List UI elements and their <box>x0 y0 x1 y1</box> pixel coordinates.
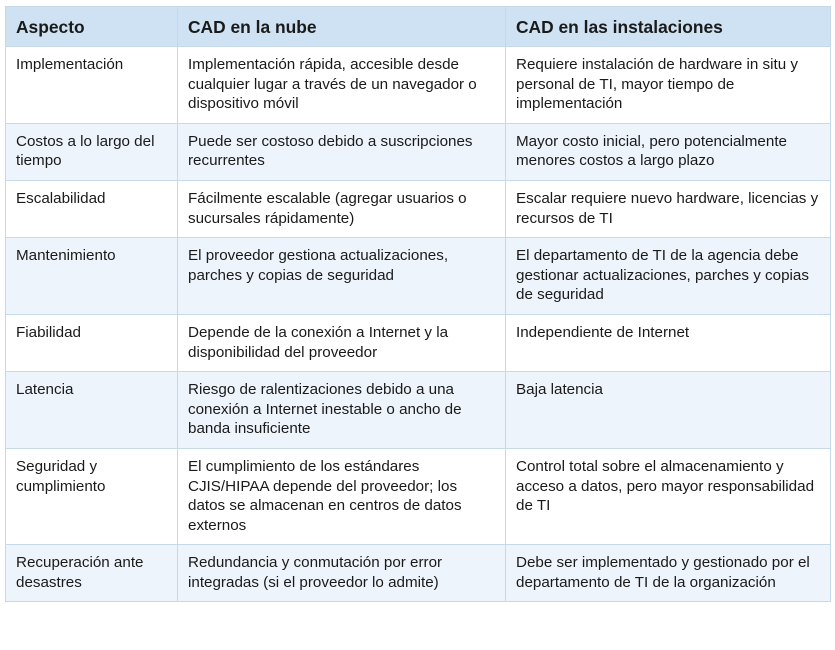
table-row <box>6 545 831 602</box>
table-header <box>6 7 831 47</box>
comparison-table <box>5 6 831 602</box>
table-row <box>6 372 831 449</box>
table-row <box>6 238 831 315</box>
header-onprem-cad: CAD en las instalaciones <box>506 7 831 47</box>
aspect-cell: Costos a lo largo del tiempo <box>6 123 178 180</box>
cloud-cell: Depende de la conexión a Internet y la disponibilidad del proveedor <box>178 314 506 371</box>
header-aspect: Aspecto <box>6 7 178 47</box>
table-row <box>6 448 831 544</box>
header-row <box>6 7 831 47</box>
aspect-cell: Implementación <box>6 47 178 124</box>
onprem-cell: Escalar requiere nuevo hardware, licencias y recursos de TI <box>506 180 831 237</box>
onprem-cell: Independiente de Internet <box>506 314 831 371</box>
table-row <box>6 123 831 180</box>
table-row <box>6 314 831 371</box>
cloud-cell: El proveedor gestiona actualizaciones, parches y copias de seguridad <box>178 238 506 315</box>
aspect-cell: Escalabilidad <box>6 180 178 237</box>
onprem-cell: Control total sobre el almacenamiento y acceso a datos, pero mayor responsabilidad de TI <box>506 448 831 544</box>
aspect-cell: Latencia <box>6 372 178 449</box>
onprem-cell: Mayor costo inicial, pero potencialmente menores costos a largo plazo <box>506 123 831 180</box>
cloud-cell: Implementación rápida, accesible desde cualquier lugar a través de un navegador o dispositivo móvil <box>178 47 506 124</box>
cloud-cell: Fácilmente escalable (agregar usuarios o sucursales rápidamente) <box>178 180 506 237</box>
aspect-cell: Recuperación ante desastres <box>6 545 178 602</box>
cloud-cell: El cumplimiento de los estándares CJIS/HIPAA depende del proveedor; los datos se almacenan en centros de datos externos <box>178 448 506 544</box>
onprem-cell: Debe ser implementado y gestionado por el departamento de TI de la organización <box>506 545 831 602</box>
onprem-cell: Baja latencia <box>506 372 831 449</box>
table-row <box>6 47 831 124</box>
cloud-cell: Puede ser costoso debido a suscripciones recurrentes <box>178 123 506 180</box>
cloud-cell: Riesgo de ralentizaciones debido a una conexión a Internet inestable o ancho de banda insuficiente <box>178 372 506 449</box>
aspect-cell: Fiabilidad <box>6 314 178 371</box>
onprem-cell: El departamento de TI de la agencia debe gestionar actualizaciones, parches y copias de seguridad <box>506 238 831 315</box>
table-row <box>6 180 831 237</box>
table-body <box>6 47 831 602</box>
aspect-cell: Mantenimiento <box>6 238 178 315</box>
header-cloud-cad: CAD en la nube <box>178 7 506 47</box>
cloud-cell: Redundancia y conmutación por error integradas (si el proveedor lo admite) <box>178 545 506 602</box>
aspect-cell: Seguridad y cumplimiento <box>6 448 178 544</box>
onprem-cell: Requiere instalación de hardware in situ y personal de TI, mayor tiempo de implementación <box>506 47 831 124</box>
